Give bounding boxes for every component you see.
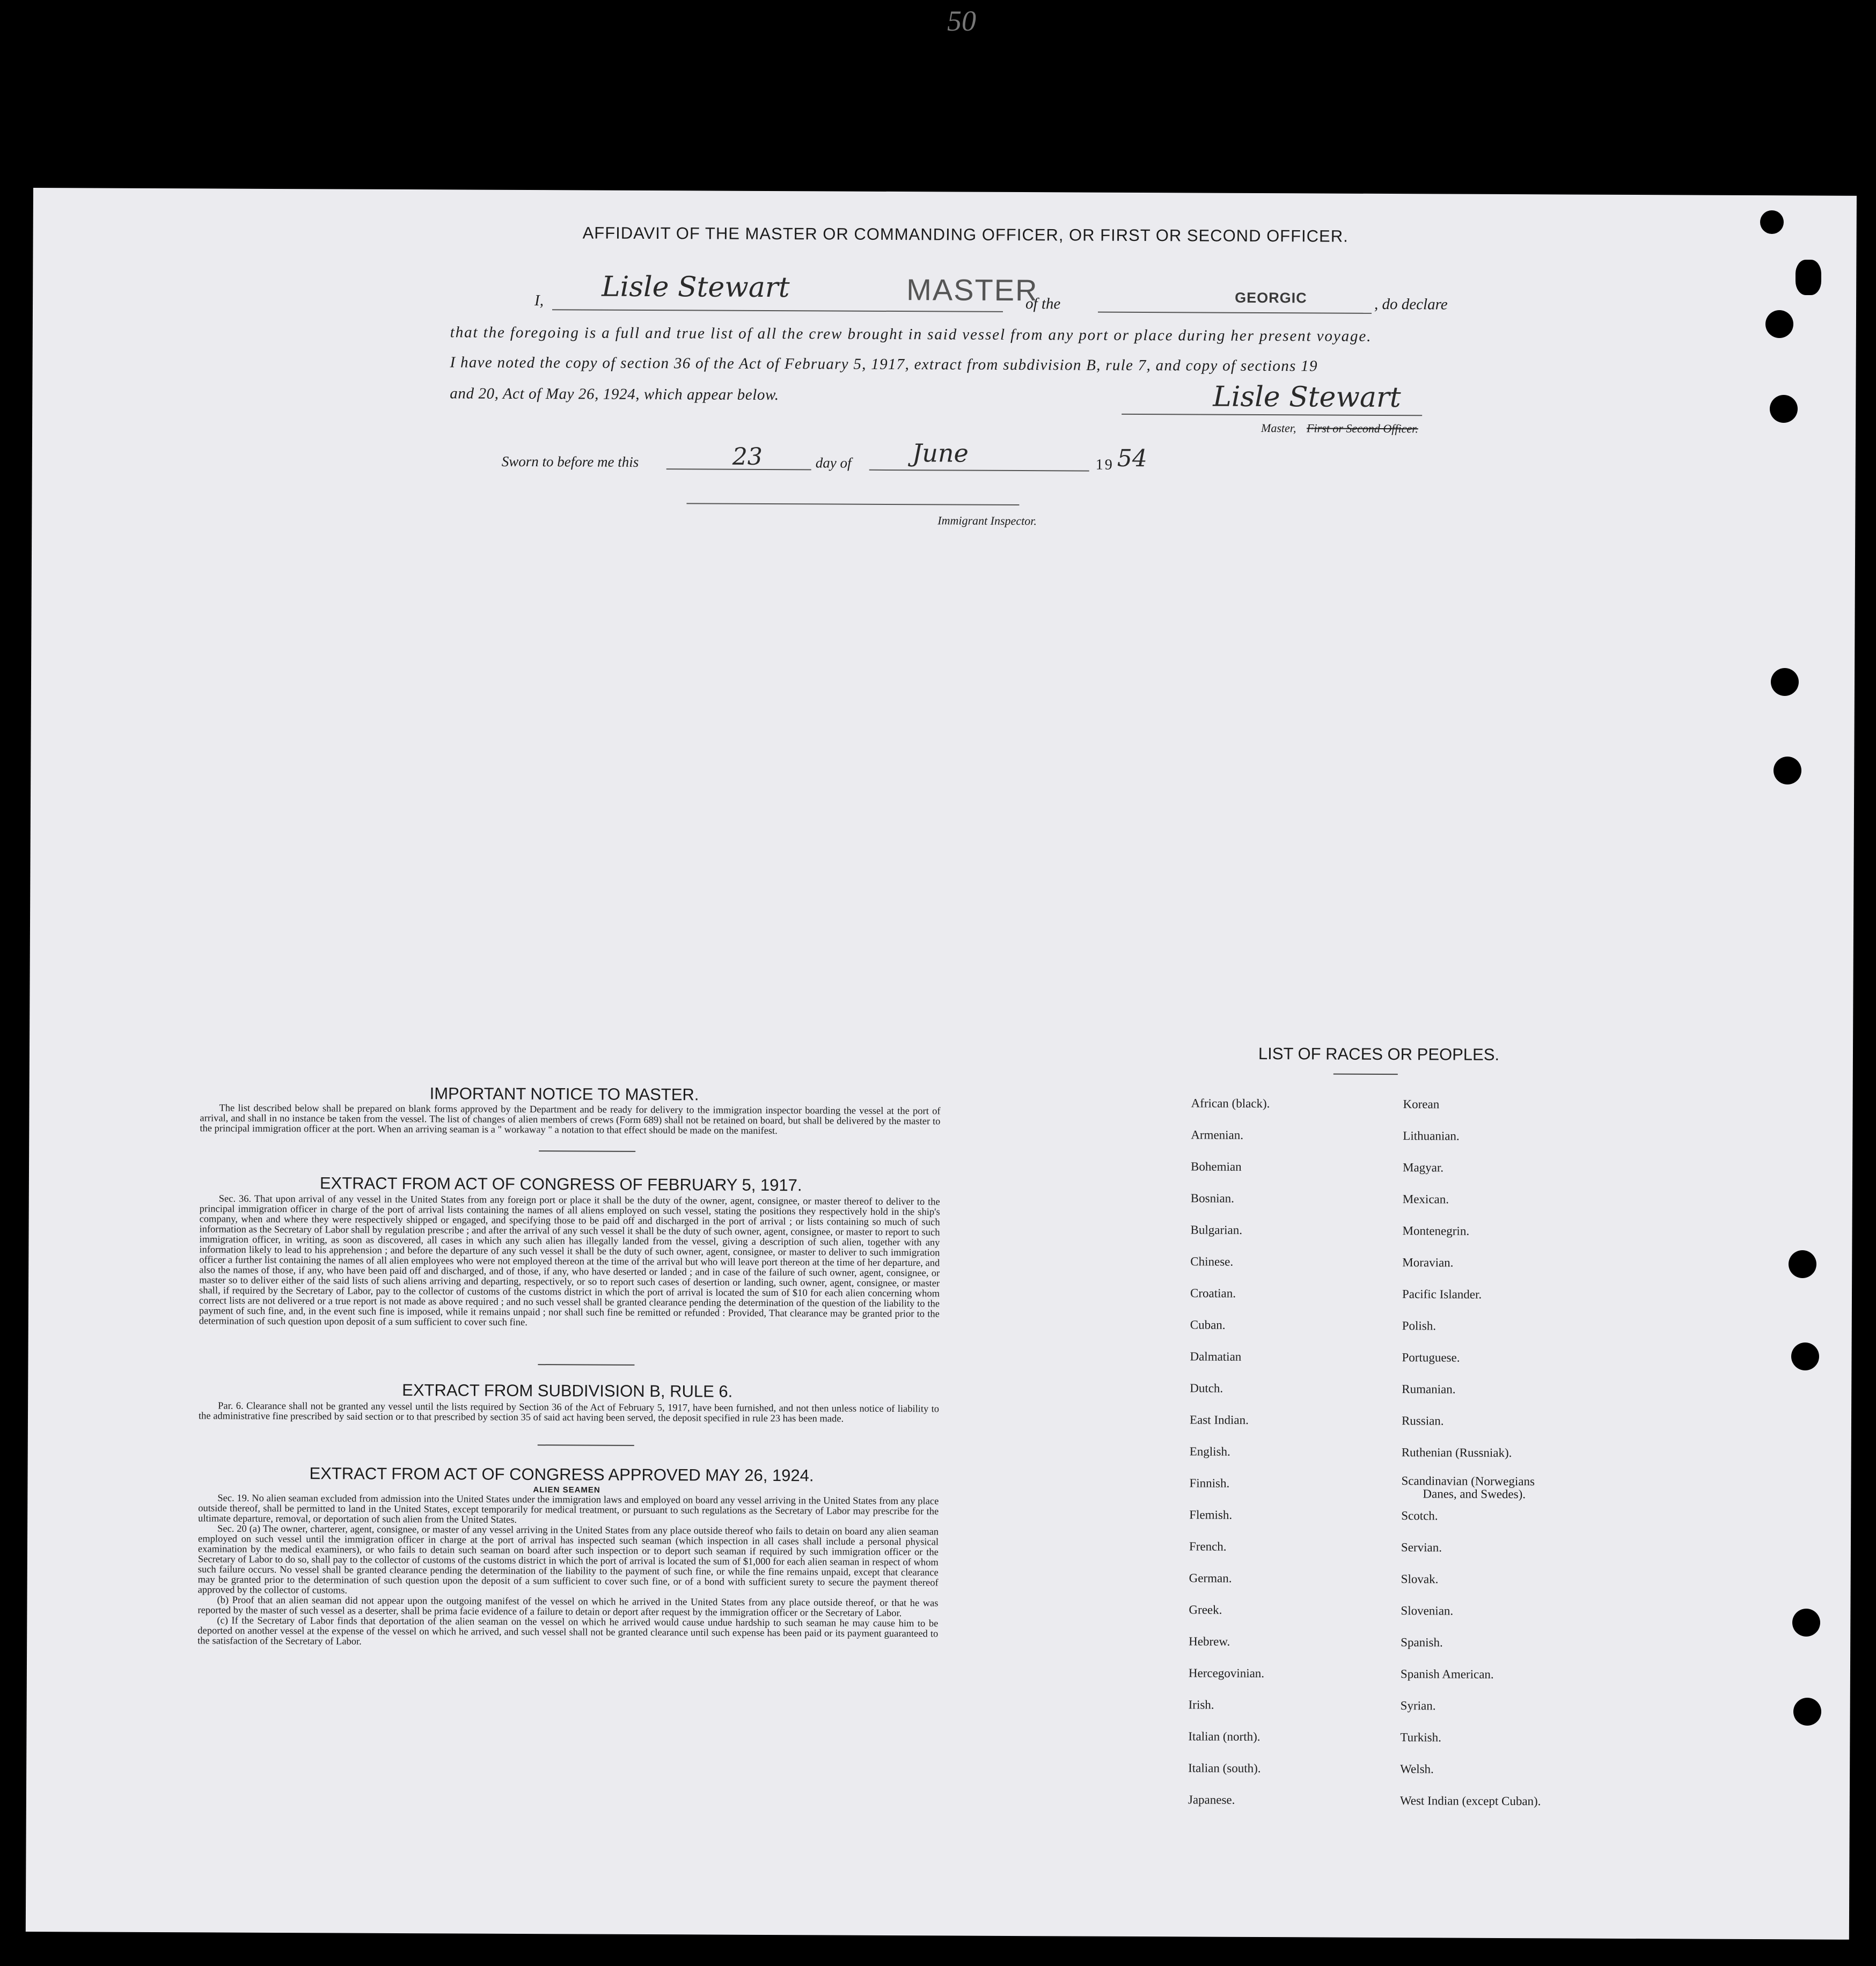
- alien-seamen-subtitle: ALIEN SEAMEN: [533, 1485, 600, 1495]
- race-item: Bosnian.: [1190, 1191, 1234, 1205]
- affidavit-name-line: [552, 309, 1003, 312]
- race-item: West Indian (except Cuban).: [1399, 1794, 1541, 1808]
- races-title-rule: [1333, 1074, 1398, 1075]
- punch-hole: [1792, 1609, 1820, 1637]
- race-item: Japanese.: [1188, 1793, 1235, 1807]
- sec19-paragraph: Sec. 19. No alien seaman excluded from admission into the United States under the immigration laws and employed on board any vessel arriving in the United States from any place outside thereof, shall be permitted to land in the United States, except temporarily for medical treatment, or pursuant to such regulations as the Secretary of Labor may prescribe for the ultimate departure, removal, or deportation of such alien from the United States.: [198, 1493, 939, 1525]
- race-item: Bulgarian.: [1190, 1223, 1243, 1237]
- sworn-label: Sworn to before me this: [501, 453, 639, 470]
- affidavit-i-label: I,: [534, 292, 544, 310]
- race-item: Hercegovinian.: [1188, 1666, 1265, 1681]
- inspector-line: [686, 503, 1019, 505]
- sworn-year-prefix: 19: [1095, 456, 1114, 473]
- race-item: Hebrew.: [1189, 1634, 1230, 1648]
- race-item: Dutch.: [1190, 1381, 1223, 1395]
- race-item: Moravian.: [1402, 1256, 1454, 1270]
- notice-paragraph: The list described below shall be prepared on blank forms approved by the Department and be ready for delivery to the immigration inspector boarding the vessel at the port of arrival, and shall in no instance be taken from the vessel. The list of changes of alien members of crews (Form 689) shall not be retained on board, but shall be delivered by the master to the principal immigration officer at the port. When an arriving seaman is a " workaway " a notation to that effect should be made on the manifest.: [200, 1103, 941, 1137]
- affidavit-line-3: I have noted the copy of section 36 of the Act of February 5, 1917, extract from subdivision B, rule 7, and copy of sections 19: [450, 354, 1318, 375]
- race-item: Rumanian.: [1402, 1382, 1456, 1396]
- par6-paragraph: Par. 6. Clearance shall not be granted any vessel until the lists required by Section 36 of the Act of February 5, 1917, have been furnished, and not then unless notice of liability to the administrative fine prescribed by said section or to that prescribed by section 35 of said act having been served, the deposit specified in rule 23 has been made.: [198, 1400, 940, 1425]
- punch-hole: [1789, 1250, 1816, 1278]
- affidavit-line-4: and 20, Act of May 26, 1924, which appear below.: [450, 385, 779, 404]
- inspector-label: Immigrant Inspector.: [937, 513, 1037, 528]
- race-item: Italian (south).: [1188, 1761, 1261, 1776]
- race-item: Mexican.: [1402, 1192, 1449, 1206]
- affidavit-of-the-label: of the: [1025, 295, 1061, 313]
- race-item: Croatian.: [1190, 1286, 1236, 1300]
- race-item: Ruthenian (Russniak).: [1401, 1446, 1512, 1460]
- races-title: LIST OF RACES OR PEOPLES.: [1258, 1044, 1500, 1064]
- race-item: Dalmatian: [1190, 1349, 1242, 1363]
- top-edge-mark: 50: [947, 5, 976, 37]
- race-item: Korean: [1403, 1097, 1440, 1111]
- race-item: Spanish.: [1401, 1635, 1443, 1649]
- torn-corner: [1796, 260, 1821, 295]
- punch-hole: [1774, 757, 1801, 784]
- race-item: Syrian.: [1400, 1699, 1436, 1713]
- day-of-label: day of: [815, 454, 852, 471]
- race-item: Welsh.: [1400, 1762, 1434, 1776]
- extract-1917-text: [199, 1194, 940, 1330]
- race-item: Irish.: [1188, 1698, 1214, 1712]
- race-item: Armenian.: [1191, 1128, 1244, 1142]
- extract-1924-text: [197, 1493, 939, 1649]
- officer-title-master: Master,: [1261, 421, 1296, 435]
- race-item: Lithuanian.: [1403, 1129, 1460, 1143]
- sworn-month-line: [869, 470, 1089, 472]
- race-item: Scandinavian (Norwegians: [1401, 1474, 1535, 1488]
- race-item: Cuban.: [1190, 1318, 1226, 1332]
- race-item: Polish.: [1402, 1319, 1437, 1333]
- race-item: Chinese.: [1190, 1255, 1234, 1268]
- race-item: Finnish.: [1189, 1476, 1230, 1490]
- rule-divider: [538, 1444, 634, 1446]
- extract-rule6-text: [199, 1401, 939, 1425]
- sec36-paragraph: Sec. 36. That upon arrival of any vessel in the United States from any foreign port or place it shall be the duty of the owner, agent, consignee, or master thereof to deliver to the principal immigration officer in charge of the port of arrival lists containing the names of all aliens employed on such vessel, stating the positions they respectively hold in the ship's company, when and where they were respectively shipped or engaged, and specifying those to be paid off and discharged in the port of arrival ; or lists containing so much of such information as the Secretary of Labor shall by regulation prescribe ; and after the arrival of any such vessel it shall be the duty of such owner, agent, consignee, or master to report to such immigration officer, in writing, as soon as discovered, all cases in which any such alien has illegally landed from the vessel, giving a description of such alien, together with any information likely to lead to his apprehension ; and before the departure of any such vessel it shall be the duty of such owner, agent, consignee, or master to deliver to such immigration officer a further list containing the names of all alien employees who were not employed thereon at the time of the arrival but who will leave port thereon at the time of her departure, and also the names of those, if any, who have been paid off and discharged, and of those, if any, who have deserted or landed ; and in case of the failure of such owner, agent, consignee, or master so to deliver either of the said lists of such aliens arriving and departing, respectively, or so to report such cases of desertion or landing, such owner, agent, consignee, or master shall, if required by the Secretary of Labor, pay to the collector of customs of the customs district in which the port of arrival is located the sum of $10 for each alien concerning whom correct lists are not delivered or a true report is not made as above required ; and no such vessel shall be granted clearance pending the determination of the question of the liability to the payment of such fine, and, in the event such fine is imposed, while it remains unpaid ; nor shall such fine be remitted or refunded : Provided, That clearance may be granted prior to the determination of such question upon deposit of a sum sufficient to cover such fine.: [199, 1193, 940, 1329]
- race-item: Slovak.: [1401, 1572, 1439, 1586]
- sec20b-paragraph: (b) Proof that an alien seaman did not appear upon the outgoing manifest of the vessel on which he arrived in the United States from any place outside thereof, or that he was reported by the master of such vessel as a deserter, shall be prima facie evidence of a failure to detain or deport after request by the immigration officer or the Secretary of Labor.: [197, 1595, 939, 1619]
- punch-hole: [1791, 1343, 1819, 1370]
- race-item-continuation: Danes, and Swedes).: [1423, 1487, 1526, 1501]
- race-item: Italian (north).: [1188, 1729, 1261, 1744]
- sec20a-paragraph: Sec. 20 (a) The owner, charterer, agent, consignee, or master of any vessel arriving in the United States from any place outside thereof who fails to detain on board any alien seaman employed on such vessel until the immigration officer in charge at the port of arrival has inspected such seaman (which inspection in all cases shall include a personal physical examination by the medical examiners), or who fails to detain such seaman on board after such inspection or to deport such seaman if required by such immigration officer or the Secretary of Labor to do so, shall pay to the collector of customs of the customs district in which the port of arrival is located the sum of $1,000 for each alien seaman in respect of whom such failure occurs. No vessel shall be granted clearance pending the determination of the liability to the payment of such fine, or while the fine remains unpaid, except that clearance may be granted prior to the determination of such question upon the deposit of a sum sufficient to cover such fine, or of a bond with sufficient surety to secure the payment thereof approved by the collector of customs.: [197, 1523, 939, 1596]
- do-declare-label: , do declare: [1374, 295, 1448, 313]
- race-item: Russian.: [1401, 1414, 1444, 1428]
- race-item: Bohemian: [1191, 1160, 1242, 1173]
- rule-divider: [538, 1364, 634, 1366]
- torn-corner: [1760, 210, 1784, 234]
- form-page: [26, 188, 1857, 1940]
- sworn-year-value: 54: [1117, 444, 1147, 473]
- extract-rule6-title: EXTRACT FROM SUBDIVISION B, RULE 6.: [402, 1381, 733, 1401]
- race-item: Flemish.: [1189, 1508, 1233, 1522]
- race-item: French.: [1189, 1539, 1227, 1553]
- affidavit-line-2: that the foregoing is a full and true list of all the crew brought in said vessel from any port or place during her present voyage.: [450, 324, 1372, 345]
- punch-hole: [1793, 1698, 1821, 1726]
- rule-divider: [539, 1150, 635, 1152]
- race-item: Turkish.: [1400, 1730, 1441, 1744]
- vessel-line: [1098, 312, 1372, 314]
- race-item: East Indian.: [1189, 1413, 1249, 1427]
- notice-title: IMPORTANT NOTICE TO MASTER.: [429, 1084, 699, 1104]
- race-item: Slovenian.: [1401, 1604, 1454, 1618]
- race-item: Montenegrin.: [1402, 1224, 1470, 1238]
- rank-stamp: MASTER: [906, 273, 1038, 307]
- officer-signature-line: [1122, 414, 1422, 416]
- punch-hole: [1765, 310, 1793, 338]
- sec20c-paragraph: (c) If the Secretary of Labor finds that deportation of the alien seaman on the vessel on which he arrived would cause undue hardship to such seaman he may cause him to be deported on another vessel at the expense of the vessel on which he arrived, and such vessel shall not be granted clearance until such expense has been paid or its payment guaranteed to the satisfaction of the Secretary of Labor.: [197, 1615, 939, 1647]
- vessel-name: GEORGIC: [1235, 289, 1307, 306]
- race-item: Portuguese.: [1402, 1351, 1460, 1365]
- master-signature-1: Lisle Stewart: [602, 270, 790, 304]
- master-signature-2: Lisle Stewart: [1213, 380, 1401, 414]
- affidavit-title: AFFIDAVIT OF THE MASTER OR COMMANDING OFFICER, OR FIRST OR SECOND OFFICER.: [582, 223, 1349, 246]
- race-item: Servian.: [1401, 1540, 1442, 1554]
- race-item: Scotch.: [1401, 1509, 1438, 1523]
- notice-text: [200, 1103, 940, 1137]
- race-item: German.: [1189, 1571, 1232, 1585]
- race-item: Greek.: [1189, 1603, 1222, 1617]
- race-item: Magyar.: [1403, 1161, 1444, 1175]
- race-item: Spanish American.: [1400, 1667, 1494, 1681]
- officer-title-struck: First or Second Officer.: [1307, 421, 1418, 436]
- race-item: Pacific Islander.: [1402, 1287, 1482, 1301]
- sworn-day-value: 23: [732, 443, 763, 471]
- punch-hole: [1771, 668, 1799, 696]
- punch-hole: [1770, 395, 1798, 423]
- extract-1924-title: EXTRACT FROM ACT OF CONGRESS APPROVED MAY 26, 1924.: [309, 1464, 814, 1485]
- extract-1917-title: EXTRACT FROM ACT OF CONGRESS OF FEBRUARY 5, 1917.: [319, 1173, 802, 1195]
- race-item: English.: [1189, 1444, 1230, 1458]
- sworn-month-value: June: [912, 438, 969, 468]
- race-item: African (black).: [1191, 1096, 1270, 1111]
